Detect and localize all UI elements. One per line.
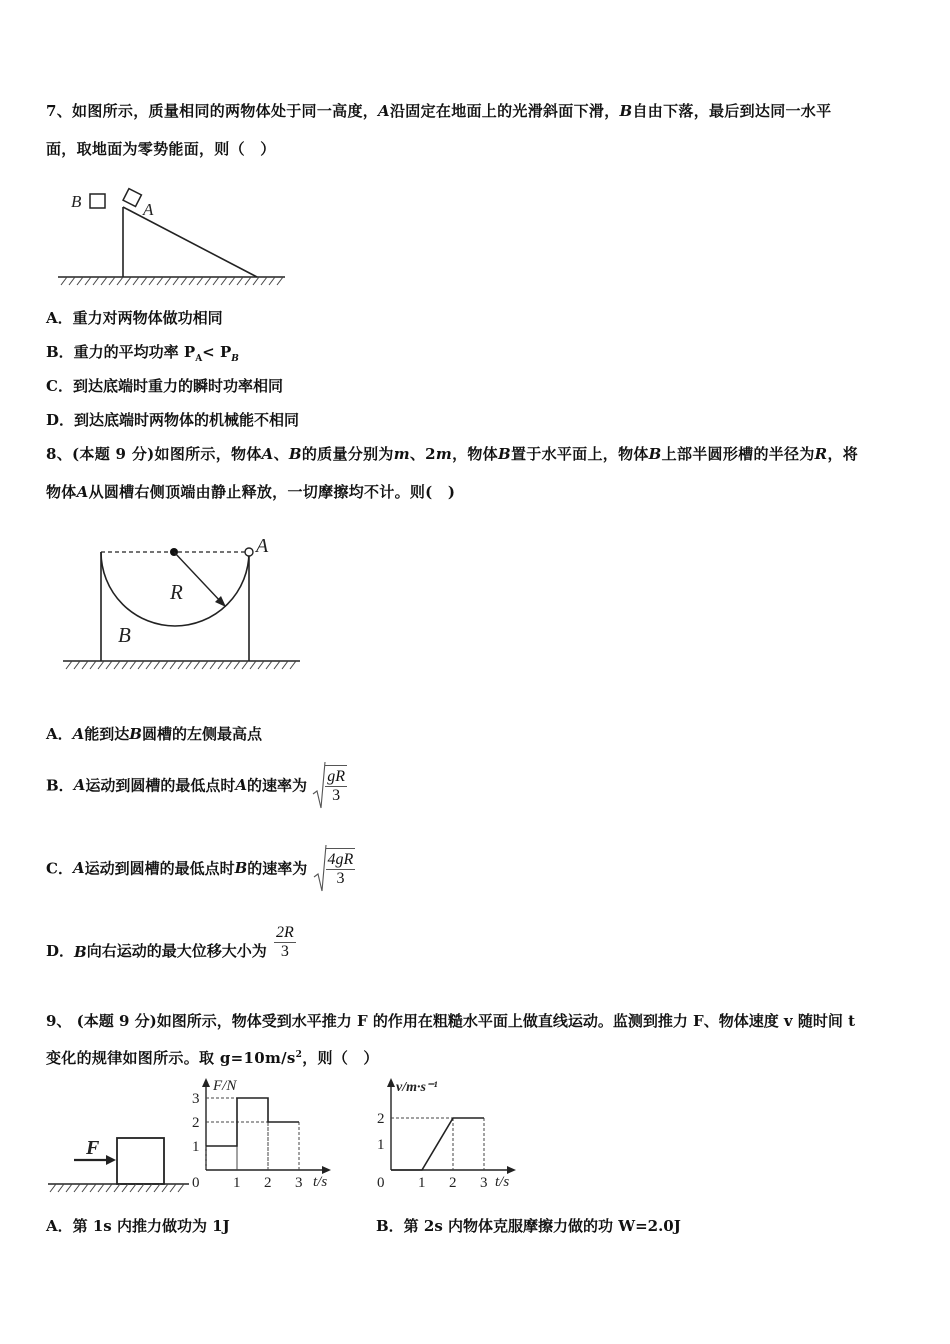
- q8-text-5: 上部半圆形槽的半径为: [661, 445, 815, 463]
- q7-option-b-text: B．重力的平均功率 P: [46, 343, 196, 361]
- q8-text-3: ，物体: [452, 445, 498, 463]
- q8-opt-b-var2: A: [235, 776, 247, 794]
- q9-force-arrow-head: [106, 1155, 116, 1165]
- q8-fig-label-r: R: [170, 580, 183, 604]
- q7-var-b: B: [619, 102, 633, 120]
- q7-incline-figure: [55, 185, 290, 295]
- q8-opt-a-var1: A: [72, 725, 85, 743]
- radical-sign-icon: [313, 843, 327, 893]
- chart-f-x-tick-label: 3: [295, 1175, 303, 1191]
- q7-fig-label-a: A: [143, 200, 154, 219]
- chart-f-x-tick-label: 0: [192, 1175, 200, 1191]
- q8-opt-c-num: 4gR: [327, 851, 354, 868]
- chart-v-ticks: [377, 1111, 488, 1191]
- q8-opt-d-fraction: [274, 924, 296, 961]
- q7-line-2: 面，取地面为零势能面，则（ ）: [46, 140, 276, 158]
- q8-opt-b-pre: B．: [46, 776, 74, 795]
- q8-fig-label-b: B: [118, 623, 131, 647]
- q8-opt-c-mid: 运动到圆槽的最低点时: [84, 859, 235, 878]
- chart-v-y-tick-label: 2: [377, 1111, 385, 1127]
- q8-opt-d-var1: B: [74, 943, 87, 961]
- chart-v-x-tick-label: 0: [377, 1175, 385, 1191]
- q7-option-b-sub-b: B: [231, 354, 239, 364]
- chart-f-ylabel: F/N: [213, 1078, 237, 1094]
- q8-option-d[interactable]: [46, 924, 296, 961]
- q7-option-b[interactable]: [46, 341, 239, 364]
- chart-f-ticks: [192, 1091, 303, 1191]
- q8-var-b: B: [288, 445, 302, 463]
- chart-f-guides: [206, 1098, 299, 1170]
- q7-text-1: 7、如图所示，质量相同的两物体处于同一高度，: [46, 102, 379, 120]
- q8-opt-d-pre: D．: [46, 942, 75, 960]
- q8-option-a[interactable]: [46, 723, 262, 744]
- q8-opt-c-post: 的速率为: [247, 859, 308, 878]
- q8-mass-2: m: [435, 445, 453, 463]
- q8-text-2: 的质量分别为: [301, 445, 394, 463]
- chart-v-x-arrow: [507, 1166, 516, 1174]
- q8-opt-c-pre: C．: [46, 859, 73, 878]
- q9-force-time-chart: [185, 1075, 345, 1195]
- q8-opt-b-den: 3: [332, 787, 341, 804]
- q8-var-b-2: B: [497, 445, 511, 463]
- q7-option-d[interactable]: D．到达底端时两物体的机械能不相同: [46, 411, 300, 429]
- q8-text-7: 物体: [46, 483, 77, 501]
- q8-opt-a-var2: B: [129, 725, 142, 743]
- q7-ground-hatch: [61, 277, 283, 285]
- q8-ground-hatch: [66, 661, 296, 669]
- q9-block: [117, 1138, 164, 1184]
- chart-f-xlabel: t/s: [313, 1174, 328, 1190]
- q8-option-b[interactable]: [46, 760, 347, 810]
- q8-mass-1: m: [393, 445, 410, 463]
- q8-opt-d-post: 向右运动的最大位移大小为: [86, 942, 267, 960]
- q8-opt-c-sqrt: [313, 843, 356, 893]
- q9-option-b[interactable]: B．第 2s 内物体克服摩擦力做的功 W=2.0J: [376, 1217, 681, 1235]
- q8-line-1: [46, 443, 858, 464]
- q8-opt-d-num: 2R: [275, 924, 294, 941]
- q9-force-label: F: [86, 1137, 100, 1159]
- q9-text-3: ，则（ ）: [302, 1049, 379, 1067]
- q8-opt-a-mid: 能到达: [84, 725, 130, 743]
- q8-var-a: A: [261, 445, 274, 463]
- q8-opt-d-den: 3: [280, 943, 289, 960]
- q8-opt-a-pre: A．: [46, 725, 73, 743]
- chart-v-ylabel: v/m·s⁻¹: [396, 1080, 438, 1095]
- radical-sign-icon: [312, 760, 326, 810]
- q8-opt-c-var2: B: [234, 859, 248, 877]
- q8-fig-label-a: A: [256, 535, 269, 557]
- chart-v-series: [391, 1118, 484, 1170]
- q8-groove-figure: [60, 530, 305, 675]
- q9-ground-hatch: [50, 1184, 184, 1192]
- q8-text-8: 从圆槽右侧顶端由静止释放，一切摩擦均不计。则( ): [88, 483, 456, 501]
- q7-fig-label-b: B: [71, 192, 82, 211]
- chart-v-x-tick-label: 2: [449, 1175, 457, 1191]
- q7-text-3: 自由下落，最后到达同一水平: [632, 102, 832, 120]
- q8-ball-a: [245, 548, 253, 556]
- q8-var-b-3: B: [648, 445, 662, 463]
- q8-var-r: R: [814, 445, 828, 463]
- chart-f-y-tick-label: 1: [192, 1139, 200, 1155]
- q7-option-a[interactable]: A．重力对两物体做功相同: [46, 309, 223, 327]
- chart-v-xlabel: t/s: [495, 1174, 510, 1190]
- q8-mass-sep: 、2: [409, 445, 436, 463]
- q8-opt-c-den: 3: [336, 870, 345, 887]
- q7-option-b-sub-a: A: [195, 354, 203, 364]
- q8-opt-b-sqrt: [312, 760, 347, 810]
- chart-f-y-arrow: [202, 1078, 210, 1087]
- q7-option-c[interactable]: C．到达底端时重力的瞬时功率相同: [46, 377, 283, 395]
- chart-f-x-tick-label: 1: [233, 1175, 241, 1191]
- q8-opt-b-var1: A: [73, 776, 86, 794]
- q7-line-1: [46, 100, 831, 121]
- q8-text-6: ，将: [827, 445, 859, 463]
- q7-text-2: 沿固定在地面上的光滑斜面下滑，: [390, 102, 620, 120]
- q8-line-2: [46, 481, 455, 502]
- q8-opt-b-fraction: [325, 765, 347, 805]
- q8-opt-b-mid: 运动到圆槽的最低点时: [85, 776, 236, 795]
- q8-text-4: 置于水平面上，物体: [510, 445, 649, 463]
- q7-box-a: [123, 189, 141, 207]
- chart-f-x-arrow: [322, 1166, 331, 1174]
- q8-opt-c-var1: A: [72, 859, 85, 877]
- q8-opt-c-fraction: [326, 848, 356, 888]
- q9-option-a[interactable]: A．第 1s 内推力做功为 1J: [46, 1217, 230, 1235]
- chart-f-x-tick-label: 2: [264, 1175, 272, 1191]
- q8-opt-b-num: gR: [327, 768, 346, 785]
- q9-text-2: 变化的规律如图所示。取 g=10m/s: [46, 1049, 296, 1067]
- q9-sup: 2: [295, 1050, 303, 1060]
- chart-v-x-tick-label: 3: [480, 1175, 488, 1191]
- chart-v-y-arrow: [387, 1078, 395, 1087]
- chart-f-y-tick-label: 3: [192, 1091, 200, 1107]
- q9-block-figure: [46, 1130, 196, 1195]
- chart-f-y-tick-label: 2: [192, 1115, 200, 1131]
- q8-opt-a-post: 圆槽的左侧最高点: [141, 725, 262, 743]
- q9-velocity-time-chart: [368, 1075, 533, 1195]
- chart-v-series-line: [391, 1118, 484, 1170]
- q8-option-c[interactable]: [46, 843, 355, 893]
- q9-line-2: [46, 1047, 379, 1068]
- q8-opt-b-post: 的速率为: [246, 776, 307, 795]
- q7-option-b-mid: < P: [202, 343, 232, 361]
- q8-var-a-2: A: [76, 483, 89, 501]
- chart-v-y-tick-label: 1: [377, 1137, 385, 1153]
- chart-v-x-tick-label: 1: [418, 1175, 426, 1191]
- q8-sep: 、: [273, 445, 289, 463]
- q9-line-1: 9、 (本题 9 分)如图所示，物体受到水平推力 F 的作用在粗糙水平面上做直线运动。监测到推力 F、物体速度 v 随时间 t: [46, 1012, 856, 1030]
- q8-text-1: 8、(本题 9 分)如图所示，物体: [46, 445, 262, 463]
- q7-box-b: [90, 194, 105, 208]
- q7-var-a: A: [378, 102, 390, 120]
